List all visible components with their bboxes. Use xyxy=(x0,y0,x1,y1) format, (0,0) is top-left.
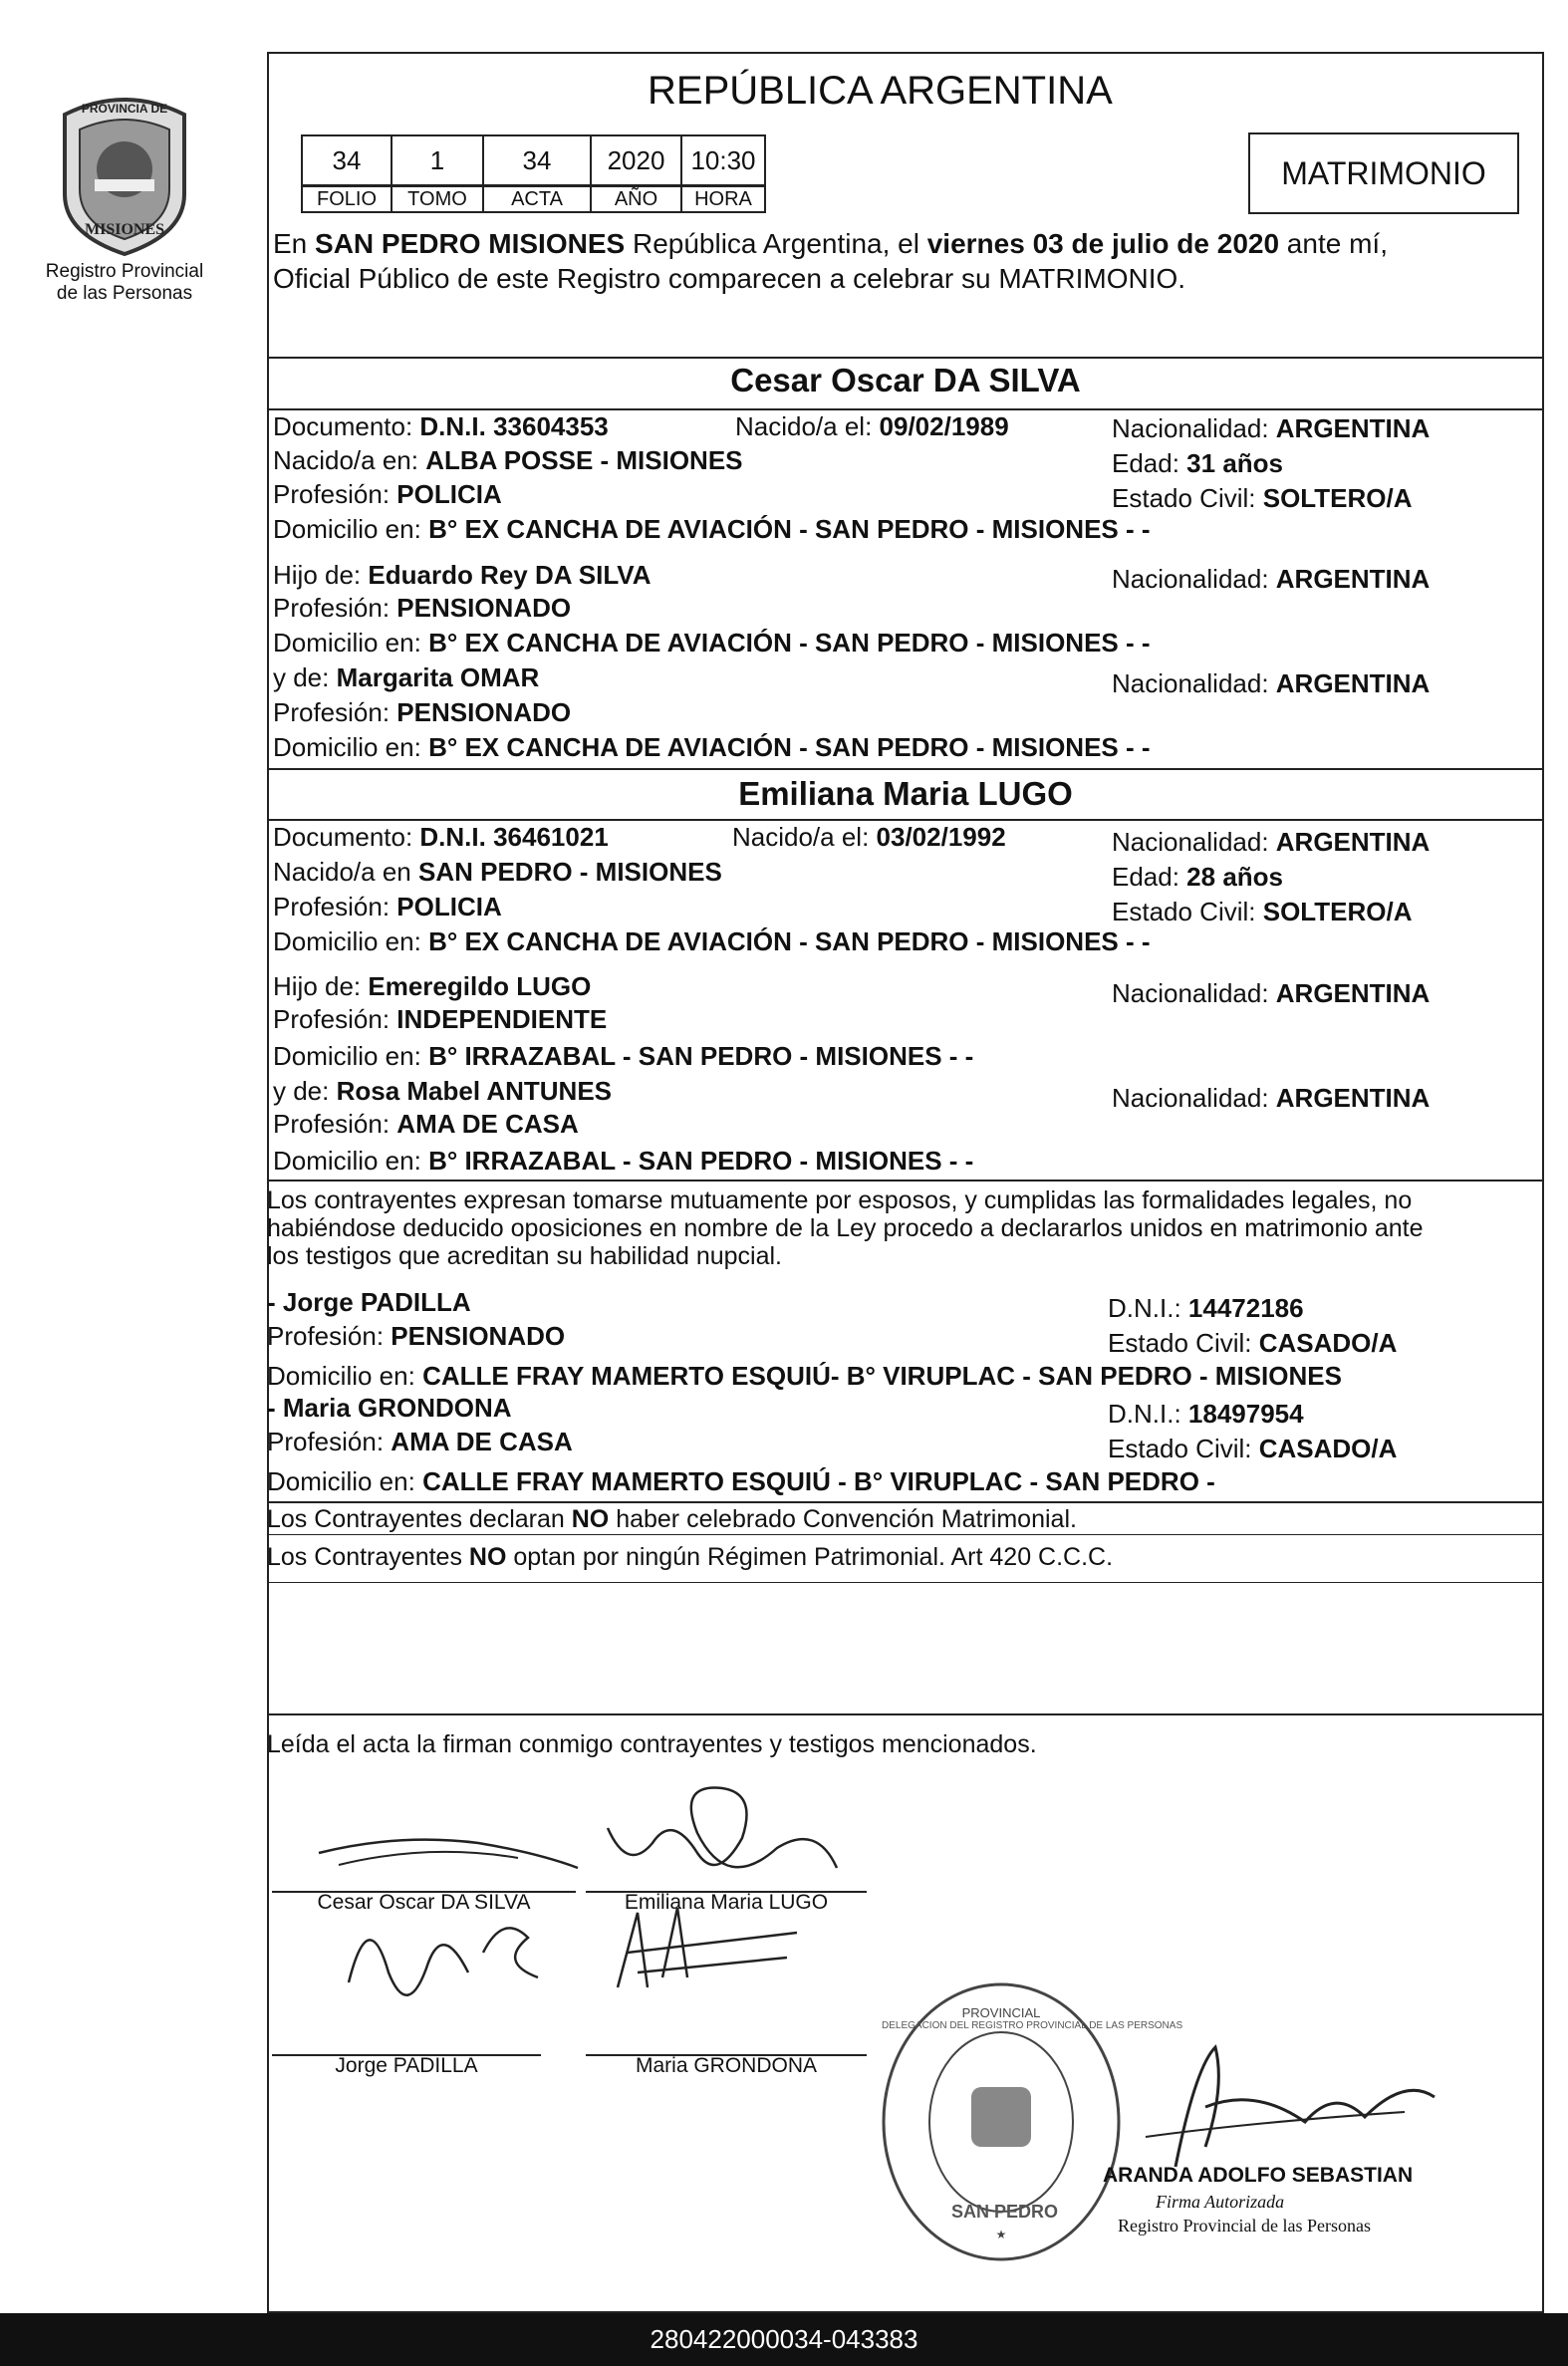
declaration-line3: los testigos que acreditan su habilidad nupcial. xyxy=(267,1242,783,1270)
record-value-folio: 34 xyxy=(301,134,392,186)
witness1-dni: D.N.I.: 14472186 xyxy=(1108,1293,1304,1323)
witness2-prof: Profesión: AMA DE CASA xyxy=(267,1427,573,1456)
record-value-año: 2020 xyxy=(590,134,682,186)
spouse1-mother-prof: Profesión: PENSIONADO xyxy=(273,697,572,727)
spouse2-age: Edad: 28 años xyxy=(1112,862,1283,892)
witness1-prof: Profesión: PENSIONADO xyxy=(267,1321,566,1351)
record-value-acta: 34 xyxy=(482,134,592,186)
spouse2-prof: Profesión: POLICIA xyxy=(273,892,502,921)
svg-text:PROVINCIAL: PROVINCIAL xyxy=(961,2005,1041,2020)
spouse2-birthplace: Nacido/a en SAN PEDRO - MISIONES xyxy=(273,857,722,887)
act-type: MATRIMONIO xyxy=(1281,155,1486,191)
record-label-año: AÑO xyxy=(590,185,682,213)
spouse2-father-nat: Nacionalidad: ARGENTINA xyxy=(1112,978,1431,1008)
svg-text:★: ★ xyxy=(995,2228,1007,2241)
spouse1-nat: Nacionalidad: ARGENTINA xyxy=(1112,413,1431,443)
spouse2-addr: Domicilio en: B° EX CANCHA DE AVIACIÓN - SAN PEDRO - MISIONES - - xyxy=(273,926,1151,956)
stamp-ring-text: DELEGACION DEL REGISTRO PROVINCIAL DE LAS PERSONAS xyxy=(882,2020,1183,2031)
record-label-hora: HORA xyxy=(680,185,766,213)
spouse1-prof: Profesión: POLICIA xyxy=(273,479,502,509)
spouse1-father-nat: Nacionalidad: ARGENTINA xyxy=(1112,564,1431,594)
spouse1-age: Edad: 31 años xyxy=(1112,448,1283,478)
signature-spouse1: Cesar Oscar DA SILVA xyxy=(317,1891,531,1914)
spouse2-civil: Estado Civil: SOLTERO/A xyxy=(1112,897,1413,926)
record-value-tomo: 1 xyxy=(391,134,484,186)
signature-witness1: Jorge PADILLA xyxy=(335,2054,478,2077)
witness2-addr: Domicilio en: CALLE FRAY MAMERTO ESQUIÚ - B° VIRUPLAC - SAN PEDRO - xyxy=(267,1466,1215,1496)
signature-witness2: Maria GRONDONA xyxy=(635,2054,818,2077)
spouse2-born: Nacido/a el: 03/02/1992 xyxy=(732,822,1006,852)
spouse2-father-prof: Profesión: INDEPENDIENTE xyxy=(273,1004,608,1034)
record-label-folio: FOLIO xyxy=(301,185,392,213)
spouse2-doc: Documento: D.N.I. 36461021 xyxy=(273,822,609,852)
record-label-acta: ACTA xyxy=(482,185,592,213)
regime-line2: Los Contrayentes NO optan por ningún Régimen Patrimonial. Art 420 C.C.C. xyxy=(267,1543,1114,1571)
svg-text:MISIONES: MISIONES xyxy=(84,221,165,238)
declaration-line1: Los contrayentes expresan tomarse mutuamente por esposos, y cumplidas las formalidades legales, no xyxy=(267,1186,1413,1214)
spouse2-mother: y de: Rosa Mabel ANTUNES xyxy=(273,1076,613,1106)
record-label-tomo: TOMO xyxy=(391,185,484,213)
witness2-civil: Estado Civil: CASADO/A xyxy=(1108,1434,1398,1463)
spouse2-father: Hijo de: Emeregildo LUGO xyxy=(273,971,592,1001)
act-type-box xyxy=(1248,132,1519,214)
spouse1-birthplace: Nacido/a en: ALBA POSSE - MISIONES xyxy=(273,445,743,475)
spouse2-mother-nat: Nacionalidad: ARGENTINA xyxy=(1112,1083,1431,1113)
stamp-bottom-text: SAN PEDRO xyxy=(951,2202,1059,2222)
spouse2-nat: Nacionalidad: ARGENTINA xyxy=(1112,827,1431,857)
spouse2-name: Emiliana Maria LUGO xyxy=(738,775,1073,812)
witness2-name: - Maria GRONDONA xyxy=(267,1393,512,1423)
intro-line2: Oficial Público de este Registro comparecen a celebrar su MATRIMONIO. xyxy=(273,263,1186,294)
witness1-addr: Domicilio en: CALLE FRAY MAMERTO ESQUIÚ- B° VIRUPLAC - SAN PEDRO - MISIONES xyxy=(267,1361,1342,1391)
signatures-intro: Leída el acta la firman conmigo contrayentes y testigos mencionados. xyxy=(267,1730,1037,1758)
official-name: ARANDA ADOLFO SEBASTIAN xyxy=(1103,2164,1414,2187)
spouse2-father-addr: Domicilio en: B° IRRAZABAL - SAN PEDRO - MISIONES - - xyxy=(273,1041,974,1071)
country-title: REPÚBLICA ARGENTINA xyxy=(648,69,1113,113)
witness1-civil: Estado Civil: CASADO/A xyxy=(1108,1328,1398,1358)
record-value-hora: 10:30 xyxy=(680,134,766,186)
spouse1-civil: Estado Civil: SOLTERO/A xyxy=(1112,483,1413,513)
witness1-name: - Jorge PADILLA xyxy=(267,1287,471,1317)
spouse1-father: Hijo de: Eduardo Rey DA SILVA xyxy=(273,560,652,590)
spouse1-doc: Documento: D.N.I. 33604353 xyxy=(273,411,609,441)
spouse1-father-prof: Profesión: PENSIONADO xyxy=(273,593,572,623)
registry-line2: de las Personas xyxy=(56,283,193,304)
official-signature xyxy=(1106,2027,1464,2187)
registry-line1: Registro Provincial xyxy=(45,261,204,282)
signature-marks xyxy=(279,1773,897,2072)
spouse1-mother-addr: Domicilio en: B° EX CANCHA DE AVIACIÓN - SAN PEDRO - MISIONES - - xyxy=(273,732,1151,762)
regime-line1: Los Contrayentes declaran NO haber celebrado Convención Matrimonial. xyxy=(267,1505,1077,1533)
signature-spouse2: Emiliana Maria LUGO xyxy=(624,1891,829,1914)
intro-line1: En SAN PEDRO MISIONES República Argentina, el viernes 03 de julio de 2020 ante mí, xyxy=(273,228,1388,259)
spouse1-born: Nacido/a el: 09/02/1989 xyxy=(735,411,1009,441)
spouse1-father-addr: Domicilio en: B° EX CANCHA DE AVIACIÓN - SAN PEDRO - MISIONES - - xyxy=(273,628,1151,657)
spouse1-mother-nat: Nacionalidad: ARGENTINA xyxy=(1112,668,1431,698)
spouse1-name: Cesar Oscar DA SILVA xyxy=(730,362,1081,398)
official-role: Firma Autorizada xyxy=(1156,2192,1285,2212)
declaration-line2: habiéndose deducido oposiciones en nombre de la Ley procedo a declararlos unidos en matrimonio ante xyxy=(267,1214,1424,1242)
svg-text:PROVINCIA DE: PROVINCIA DE xyxy=(81,102,168,116)
spouse2-mother-prof: Profesión: AMA DE CASA xyxy=(273,1109,579,1139)
province-seal xyxy=(45,85,204,259)
spouse2-mother-addr: Domicilio en: B° IRRAZABAL - SAN PEDRO - MISIONES - - xyxy=(273,1146,974,1176)
document-code: 280422000034-043383 xyxy=(0,2313,1568,2366)
official-org: Registro Provincial de las Personas xyxy=(1118,2216,1371,2235)
spouse1-mother: y de: Margarita OMAR xyxy=(273,662,540,692)
witness2-dni: D.N.I.: 18497954 xyxy=(1108,1399,1304,1429)
spouse1-addr: Domicilio en: B° EX CANCHA DE AVIACIÓN - SAN PEDRO - MISIONES - - xyxy=(273,514,1151,544)
